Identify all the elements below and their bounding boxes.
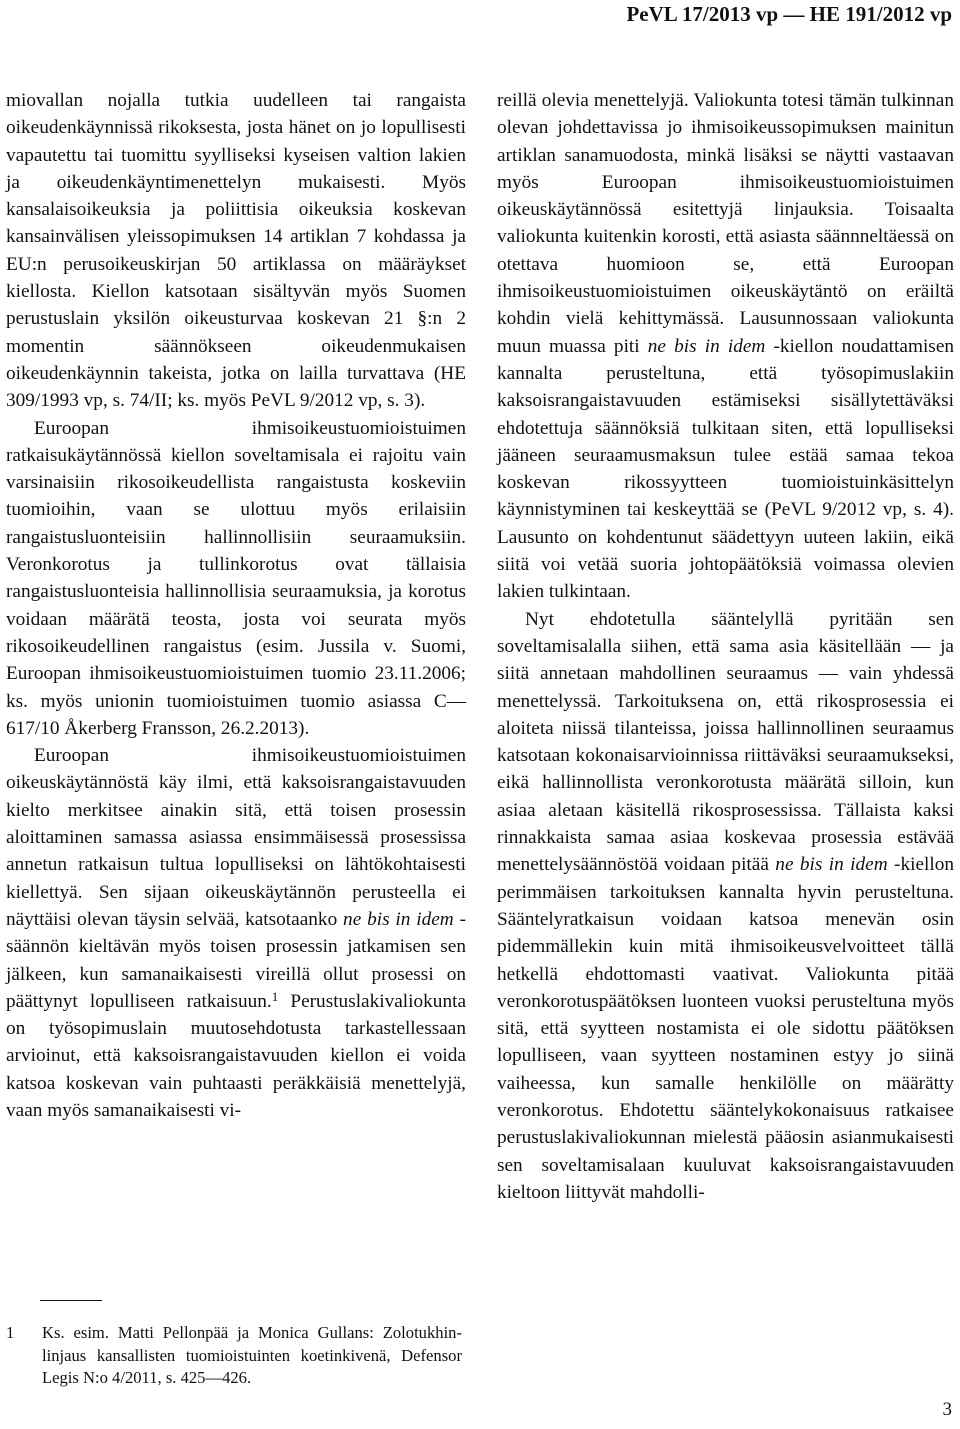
page-number: 3 (942, 1399, 952, 1420)
paragraph: miovallan nojalla tutkia uudelleen tai rangaista oikeudenkäynnissä rikoksesta, josta hänet on jo lopullisesti vapautettu tai tuomittu syylliseksi kyseisen valtion lakien ja oikeudenkäyntimenettelyn mukaisesti. Myös kansalaisoikeuksia ja poliittisia oikeuksia koskevan kansainvälisen yleissopimuksen 14 artiklan 7 kohdassa ja EU:n perusoikeuskirjan 50 artiklassa on määräykset kiellosta. Kiellon katsotaan sisältyvän myös Suomen perustuslain yksilön oikeusturvaa koskevan 21 §:n 2 momentin säännökseen oikeudenmukaisen oikeudenkäynnin takeista, jotka on lailla turvattava (HE 309/1993 vp, s. 74/II; ks. myös PeVL 9/2012 vp, s. 3). (6, 90, 466, 412)
text-run: Euroopan ihmisoikeustuomioistuimen oikeuskäytännöstä käy ilmi, että kaksoisrangaistavuuden kielto merkitsee ainakin sitä, että toisen prosessin aloittaminen samassa asiassa ensimmäisessä prosessissa annetun ratkaisun tultua lopulliseksi on lähtökohtaisesti kiellettyä. Sen sijaan oikeuskäytännön perusteella ei näyttäisi olevan täysin selvää, katsotaanko (6, 745, 466, 930)
latin-term: ne bis in idem (775, 854, 888, 876)
latin-term: ne bis in idem (343, 908, 454, 930)
paragraph: Euroopan ihmisoikeustuomioistuimen ratkaisukäytännössä kiellon soveltamisala ei rajoitu vain varsinaisiin rikosoikeudellista rangaistusta koskeviin tuomioihin, vaan se ulottuu myös erilaisiin rangaistusluonteisiin hallinnollisiin seuraamuksiin. Veronkorotus ja tullinkorotus ovat tällaisia rangaistusluonteisia hallinnollisia seuraamuksia, ja korotus voidaan määrätä teosta, josta voi seurata myös rikosoikeudellinen rangaistus (esim. Jussila v. Suomi, Euroopan ihmisoikeustuomioistuimen tuomio 23.11.2006; ks. myös unionin tuomioistuimen tuomio asiassa C—617/10 Åkerberg Fransson, 26.2.2013). (6, 417, 466, 739)
footnote-separator (40, 1300, 102, 1301)
paragraph (497, 606, 954, 1207)
paragraph (6, 742, 466, 1124)
right-column (497, 87, 954, 1206)
text-run: Nyt ehdotetulla sääntelyllä pyritään sen soveltamisalalla siihen, että sama asia käsitellään — ja siitä annetaan mahdollinen seuraamus — vain yhdessä menettelyssä. Tarkoituksena on, että rikosprosessia ei aloiteta niissä tilanteissa, joissa hallinnollinen seuraamus katsotaan kokonaisarvioinnissa riittäväksi seuraamukseksi, eikä hallinnollista veronkorotusta määrätä silloin, kun asiaa aletaan käsitellä rikosprosessissa. Tällaista kaksi rinnakkaista samaa asiaa koskevaa prosessia estävää menettelysäännöstöä voidaan pitää (497, 608, 954, 876)
latin-term: ne bis in idem (647, 335, 766, 357)
text-run: Perustuslakivaliokunta on työsopimuslain muutosehdotusta tarkastellessaan arvioinut, että kaksoisrangaistavuuden kiellon ei voida katsoa koskevan vain puhtaasti peräkkäisiä menettelyjä, vaan myös samanaikaisesti vi- (6, 990, 466, 1121)
footnote-text: Ks. esim. Matti Pellonpää ja Monica Gullans: Zolotukhin-linjaus kansallisten tuomioistuinten koetinkivenä, Defensor Legis N:o 4/2011, s. 425—426. (42, 1323, 462, 1387)
left-column (6, 87, 466, 1124)
text-run: -kiellon noudattamisen kannalta perusteltuna, että työsopimuslakiin kaksoisrangaistavuuden estämiseksi sisällytettäväksi ehdotettuja säännöksiä tulkitaan siten, että lopulliseksi jääneen seuraamusmaksun tulee estää samaa tekoa koskevan rikossyytteen tuomioistuinkäsittelyn käynnistyminen tai keskeyttää se (PeVL 9/2012 vp, s. 4). Lausunto on kohdentunut säädettyyn uuteen lakiin, eikä siitä voi vetää suoria johtopäätöksiä voimassa olevien lakien tulkintaan. (497, 335, 955, 603)
running-header: PeVL 17/2013 vp — HE 191/2012 vp (626, 2, 952, 26)
text-run: -kiellon perimmäisen tarkoituksen kannalta hyvin perusteltuna. Sääntelyratkaisun voidaan katsoa menevän osin pidemmällekin kuin mitä ihmisoikeusvelvoitteet tällä hetkellä ehdottomasti vaativat. Valiokunta pitää veronkorotuspäätöksen luonteen vuoksi perusteltuna myös sitä, että syytteen nostamista ei ole sidottu päätöksen lopulliseen, vaan syytteen nostaminen estyy jo siinä vaiheessa, kun samalle henkilölle on määrätty veronkorotus. Ehdotettu sääntelykokonaisuus ratkaisee perustuslakivaliokunnan mielestä pääosin asianmukaisesti sen soveltamisalaan kuuluvat kaksoisrangaistavuuden kieltoon liittyvät mahdolli- (497, 854, 954, 1203)
text-run: -säännön kieltävän myös toisen prosessin jatkamisen sen jälkeen, kun samanaikaisesti vireillä ollut prosessi on päättynyt lopulliseen ratkaisuun. (6, 908, 466, 1012)
footnote-reference[interactable]: 1 (271, 988, 279, 1004)
footnote-number: 1 (6, 1323, 15, 1342)
text-run: reillä olevia menettelyjä. Valiokunta totesi tämän tulkinnan olevan johdettavissa jo ihmisoikeussopimuksen mainitun artiklan sanamuodosta, minkä lisäksi se näytti vastaavan myös Euroopan ihmisoikeustuomioistuimen oikeuskäytännössä esitettyjä linjauksia. Toisaalta valiokunta kuitenkin korosti, että asiasta säännneltäessä on otettava huomioon se, että Euroopan ihmisoikeustuomioistuimen oikeuskäytäntö on eräiltä kohdin vielä kehittymässä. Lausunnossaan valiokunta muun muassa piti (497, 90, 954, 357)
paragraph (497, 87, 954, 606)
